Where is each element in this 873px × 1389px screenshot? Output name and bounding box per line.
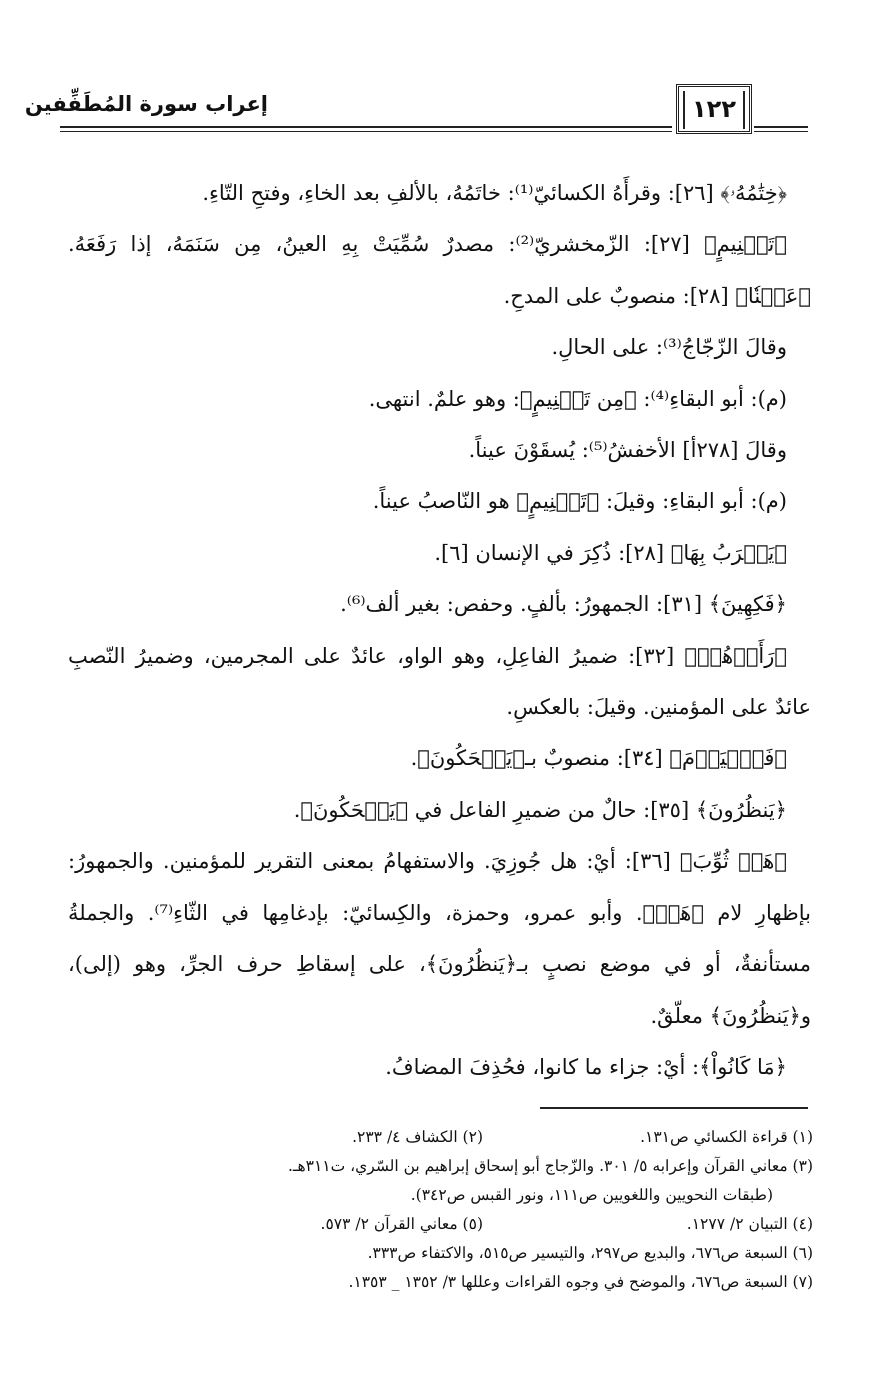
main-text — [68, 168, 811, 1093]
paragraph: (م): أبو البقاءِ⁽⁴⁾: ﴿مِن تَسۡنِيمٍ﴾: وهو علمٌ. انتهى. — [368, 386, 787, 411]
paragraph: وقالَ الزّجّاجُ⁽³⁾: على الحالِ. — [551, 335, 787, 360]
footnote-separator — [540, 1107, 808, 1109]
footnote-row — [70, 1123, 813, 1152]
running-header-title: إعراب سورة المُطَفِّفين — [24, 92, 268, 116]
footnote: (٧) السبعة ص٦٧٦، والموضح في وجوه القراءات وعللها ٣/ ١٣٥٢ _ ١٣٥٣. — [348, 1273, 813, 1291]
footnote-row — [70, 1152, 813, 1181]
header-rule — [60, 126, 672, 128]
footnote: (٥) معاني القرآن ٢/ ٥٧٣. — [320, 1215, 483, 1233]
header-rule-right-thin — [754, 131, 808, 132]
footnote-row — [70, 1210, 813, 1239]
paragraph: ﴿هَلۡ ثُوِّبَ﴾ [٣٦]: أيْ: هل جُوزِيَ. والاستفهامُ بمعنى التقرير للمؤمنين. والجمهورُ: بإظهارِ لام ﴿هَلۡ﴾. وأبو عمرو، وحمزة، والكِسائيّ: بإدغامِها في الثّاءِ⁽⁷⁾. والجملةُ مستأنفةٌ، أو في موضع نصبٍ بـ﴿يَنظُرُونَ﴾، على إسقاطِ حرف الجرِّ، وهو (إلى)، و﴿يَنظُرُونَ﴾ معلّقٌ. — [68, 849, 811, 1028]
paragraph: ﴿يَشۡرَبُ بِهَا﴾ [٢٨]: ذُكِرَ في الإنسان [٦]. — [434, 540, 787, 565]
footnote: (٣) معاني القرآن وإعرابه ٥/ ٣٠١. والزّجاج أبو إسحاق إبراهيم بن السّري، ت٣١١هـ. — [288, 1157, 813, 1175]
footnote-row — [70, 1181, 813, 1210]
paragraph: وقالَ [٢٧٨أ] الأخفشُ⁽⁵⁾: يُسقَوْنَ عيناً. — [468, 438, 787, 463]
page-number: ١٢٢ — [692, 95, 736, 123]
paragraph: ﴿مَا كَانُواْ﴾: أيْ: جزاء ما كانوا، فحُذِفَ المضافُ. — [385, 1054, 787, 1079]
header-rule-thin — [60, 131, 672, 132]
footnote: (٤) التبيان ٢/ ١٢٧٧. — [686, 1215, 813, 1233]
page-number-badge — [676, 84, 752, 134]
footnote: (١) قراءة الكسائي ص١٣١. — [640, 1128, 813, 1146]
footnotes — [70, 1123, 813, 1297]
footnote-row — [70, 1239, 813, 1268]
paragraph: ﴿فَٱلۡيَوۡمَ﴾ [٣٤]: منصوبٌ بـ﴿يَضۡحَكُونَ﴾. — [410, 746, 787, 771]
footnote: (٢) الكشاف ٤/ ٢٣٣. — [352, 1128, 483, 1146]
footnote: (٦) السبعة ص٦٧٦، والبديع ص٢٩٧، والتيسير ص٥١٥، والاكتفاء ص٣٣٣. — [367, 1244, 813, 1262]
paragraph: ﴿فَكِهِينَ﴾ [٣١]: الجمهورُ: بألفٍ. وحفص: بغير ألف⁽⁶⁾. — [340, 592, 787, 617]
paragraph: ﴿خِتَٰمُهُۥ﴾ [٢٦]: وقرأَهُ الكسائيّ⁽¹⁾: خاتَمُهُ، بالألفِ بعد الخاءِ، وفتحِ التّاءِ. — [202, 181, 787, 205]
paragraph: ﴿رَأَوۡهُمۡ﴾ [٣٢]: ضميرُ الفاعِلِ، وهو الواو، عائدٌ على المجرمين، وضميرُ النّصبِ عائدٌ على المؤمنين. وقيلَ: بالعكسِ. — [68, 643, 811, 720]
paragraph: ﴿يَنظُرُونَ﴾ [٣٥]: حالٌ من ضميرِ الفاعل في ﴿يَضۡحَكُونَ﴾. — [293, 797, 787, 822]
paragraph: ﴿تَسۡنِيمٍ﴾ [٢٧]: الزّمخشريّ⁽²⁾: مصدرٌ سُمِّيَتْ بِهِ العينُ، مِن سَنَمَهُ، إذا رَفَعَهُ. ﴿عَيۡنٗا﴾ [٢٨]: منصوبٌ على المدحِ. — [68, 232, 811, 308]
footnote-row — [70, 1268, 813, 1297]
footnote: (طبقات النحويين واللغويين ص١١١، ونور القبس ص٣٤٢). — [410, 1186, 773, 1204]
header-rule-right — [754, 126, 808, 128]
paragraph: (م): أبو البقاءِ: وقيلَ: ﴿تَسۡنِيمٍ﴾ هو النّاصبُ عيناً. — [372, 489, 787, 514]
